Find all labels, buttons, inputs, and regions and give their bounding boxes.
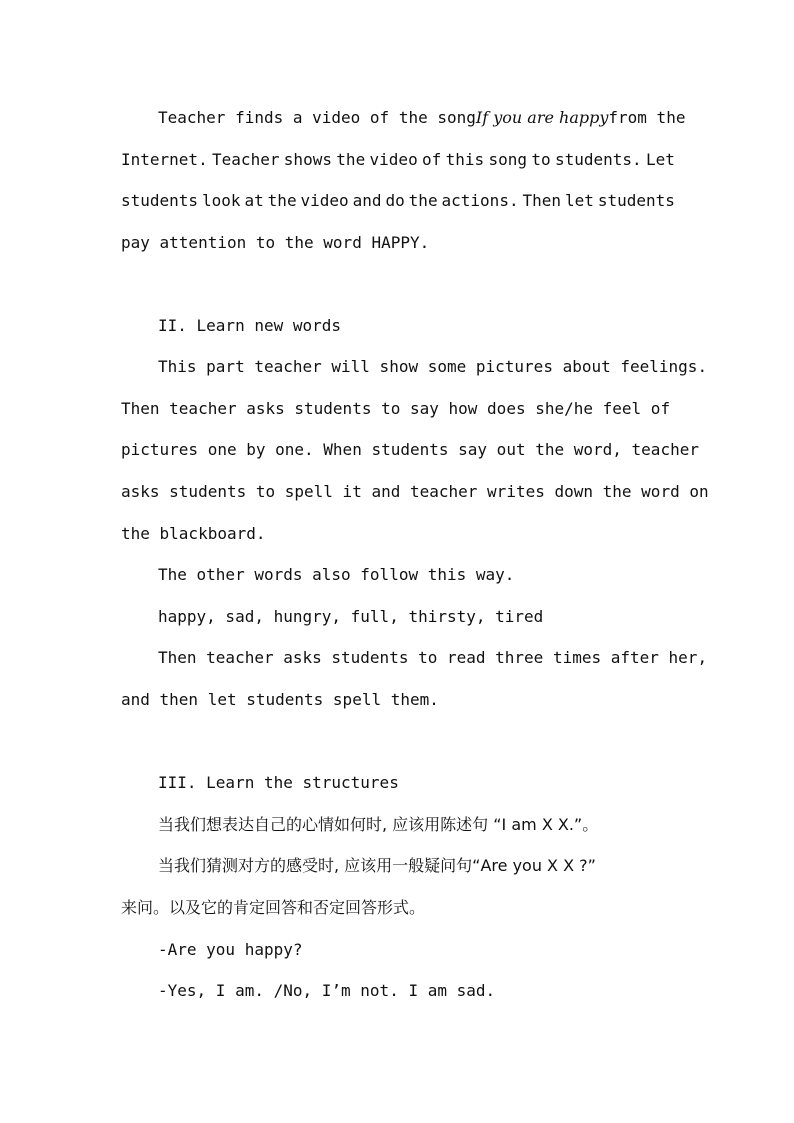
section-2-p1-line-2: Then teacher asks students to say how does she/he feel of bbox=[121, 399, 671, 418]
section-3-question: -Are you happy? bbox=[158, 940, 303, 959]
paragraph-1-line-4: pay attention to the word HAPPY. bbox=[121, 233, 430, 252]
section-2-p1-line-4: asks students to spell it and teacher writes down the word on bbox=[121, 482, 709, 501]
section-3-p1: 当我们想表达自己的心情如何时, 应该用陈述句 “I am X X.”。 bbox=[158, 815, 599, 834]
paragraph-1-line-3 bbox=[121, 190, 675, 212]
paragraph-1-line-3-text-word: students bbox=[121, 191, 199, 210]
paragraph-1-line-3-text-word: at bbox=[244, 191, 264, 210]
paragraph-1-line-2-text-word: of bbox=[422, 150, 442, 169]
paragraph-1-line-3-text-word: do bbox=[385, 191, 405, 210]
paragraph-1-line-3-text-word: the bbox=[408, 191, 438, 210]
paragraph-1-line-2-text-word: this bbox=[445, 150, 485, 169]
paragraph-1-line-2-text-word: Internet. bbox=[121, 150, 208, 169]
section-2-heading: II. Learn new words bbox=[158, 316, 342, 335]
paragraph-1-line-2 bbox=[121, 149, 675, 171]
paragraph-1-line-3-text-word: Then bbox=[522, 191, 562, 210]
section-2-words: happy, sad, hungry, full, thirsty, tired bbox=[158, 607, 544, 626]
paragraph-1-line-3-text-word: video bbox=[300, 191, 349, 210]
section-3-p2-line-2: 来问。以及它的肯定回答和否定回答形式。 bbox=[121, 898, 426, 917]
section-2-p1-line-3: pictures one by one. When students say out the word, teacher bbox=[121, 440, 699, 459]
paragraph-1-line-3-text-word: let bbox=[564, 191, 594, 210]
paragraph-1-line-3-text-word: the bbox=[267, 191, 297, 210]
paragraph-1-line-1-pre: Teacher finds a video of the song bbox=[158, 108, 476, 127]
paragraph-1-line-1 bbox=[158, 107, 686, 129]
section-2-p1-line-1: This part teacher will show some pictures about feelings. bbox=[158, 357, 708, 376]
section-2-p3-line-2: and then let students spell them. bbox=[121, 690, 439, 709]
paragraph-1-line-2-text-word: to bbox=[531, 150, 551, 169]
paragraph-1-line-3-text-word: and bbox=[352, 191, 382, 210]
section-2-p2: The other words also follow this way. bbox=[158, 565, 515, 584]
paragraph-1-line-2-text-word: Teacher bbox=[212, 150, 280, 169]
paragraph-1-line-2-text-word: students. bbox=[554, 150, 642, 169]
paragraph-1-line-2-text-word: Let bbox=[645, 150, 675, 169]
paragraph-1-line-2-text-word: song bbox=[488, 150, 528, 169]
paragraph-1-line-2-text-word: the bbox=[336, 150, 366, 169]
section-2-p3-line-1: Then teacher asks students to read three times after her, bbox=[158, 648, 708, 667]
paragraph-1-line-3-text-word: actions. bbox=[441, 191, 519, 210]
paragraph-1-line-2-text-word: shows bbox=[283, 150, 332, 169]
section-3-answer: -Yes, I am. /No, I’m not. I am sad. bbox=[158, 981, 496, 1000]
section-3-p2-line-1: 当我们猜测对方的感受时, 应该用一般疑问句“Are you X X ?” bbox=[158, 856, 596, 875]
section-2-p1-line-5: the blackboard. bbox=[121, 524, 266, 543]
paragraph-1-line-3-text-word: students bbox=[597, 191, 675, 210]
paragraph-1-line-3-text-word: look bbox=[202, 191, 241, 210]
section-3-heading: III. Learn the structures bbox=[158, 773, 399, 792]
paragraph-1-line-1-post: from the bbox=[608, 108, 686, 127]
paragraph-1-line-2-text-word: video bbox=[369, 150, 418, 169]
song-title: If you are happy bbox=[475, 108, 609, 127]
